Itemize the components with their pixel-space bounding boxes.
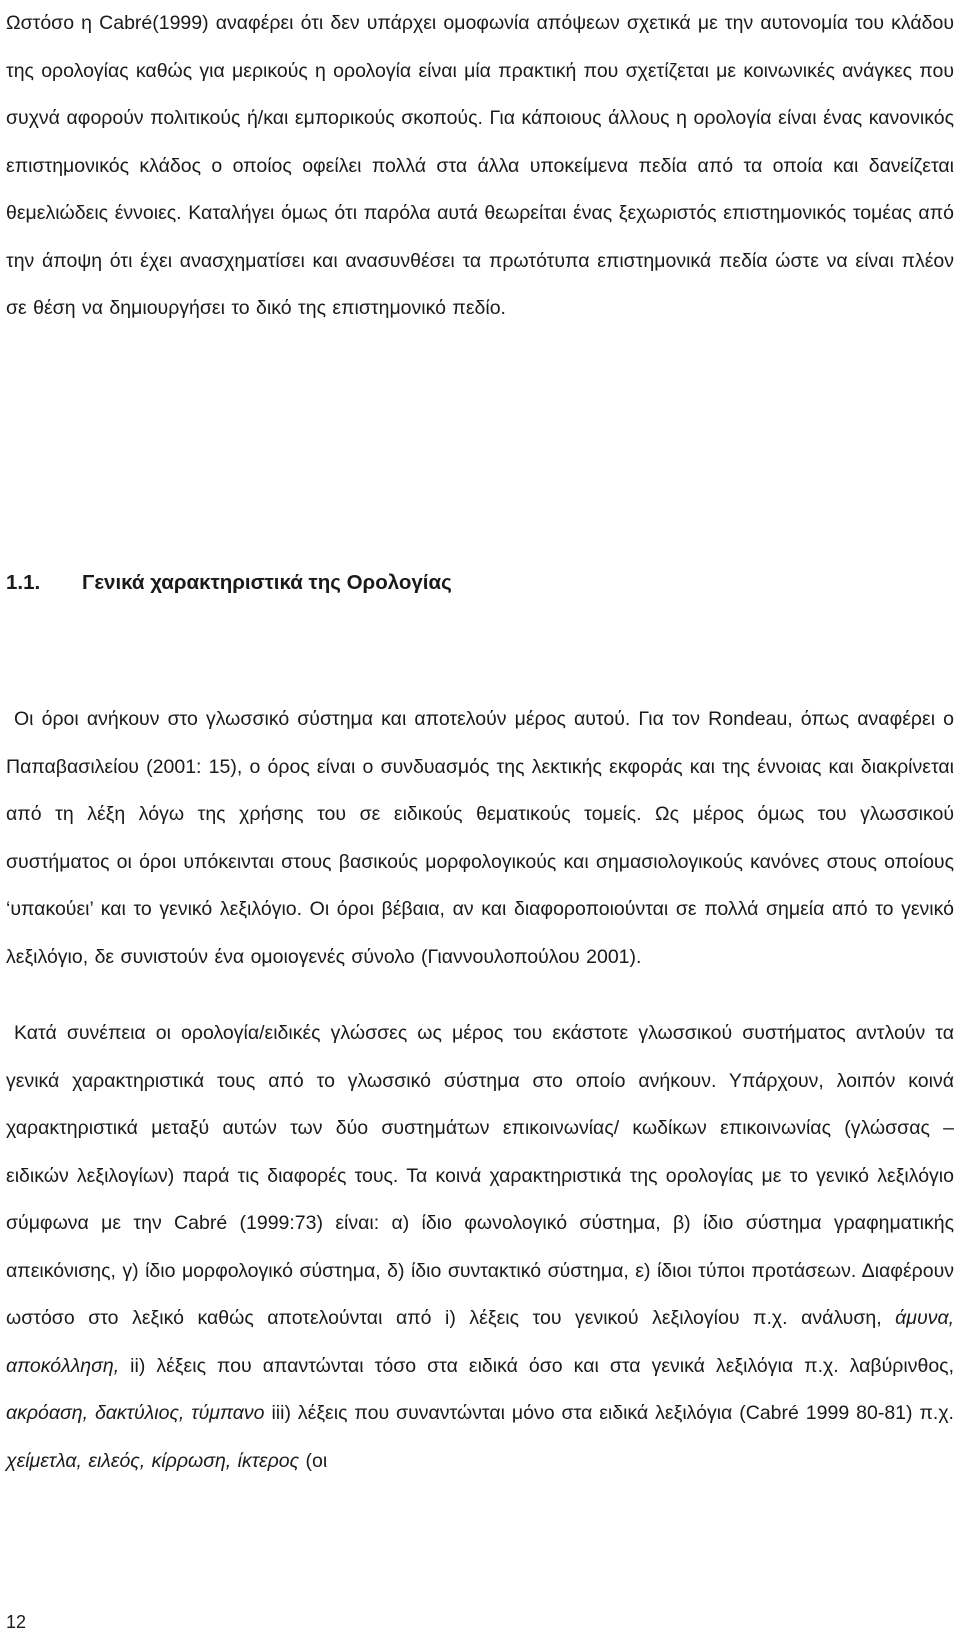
section-title: Γενικά χαρακτηριστικά της Ορολογίας <box>82 571 452 594</box>
paragraph-text-part-4: (οι <box>299 1449 328 1472</box>
paragraph-terms <box>6 696 954 981</box>
paragraph-italic-examples-3: χείμετλα, ειλεός, κίρρωση, ίκτερος <box>6 1449 300 1472</box>
paragraph-autonomy: Ωστόσο η Cabré(1999) αναφέρει ότι δεν υπάρχει ομοφωνία απόψεων σχετικά με την αυτονομία του κλάδου της ορολογίας καθώς για μερικούς η ορολογία είναι μία πρακτική που σχετίζεται με κοινωνικές ανάγκες που συχνά αφορούν πολιτικούς ή/και εμπορικούς σκοπούς. Για κάποιους άλλους η ορολογία είναι ένας κανονικός επιστημονικός κλάδος ο οποίος οφείλει πολλά στα άλλα υποκείμενα πεδία από τα οποία και δανείζεται θεμελιώδεις έννοιες. Καταλήγει όμως ότι παρόλα αυτά θεωρείται ένας ξεχωριστός επιστημονικός τομέας από την άποψη ότι έχει ανασχηματίσει και ανασυνθέσει τα πρωτότυπα επιστημονικά πεδία ώστε να είναι πλέον σε θέση να δημιουργήσει το δικό της επιστημονικό πεδίο. <box>6 12 954 319</box>
paragraph-text-part-1: Κατά συνέπεια οι ορολογία/ειδικές γλώσσες ως μέρος του εκάστοτε γλωσσικού συστήματος αντλούν τα γενικά χαρακτηριστικά τους από το γλωσσικό σύστημα στο οποίο ανήκουν. Υπάρχουν, λοιπόν κοινά χαρακτηριστικά μεταξύ αυτών των δύο συστημάτων επικοινωνίας/ κωδίκων επικοινωνίας (γλώσσας – ειδικών λεξιλογίων) παρά τις διαφορές τους. Τα κοινά χαρακτηριστικά της ορολογίας με το γενικό λεξιλόγιο σύμφωνα με την Cabré (1999:73) είναι: α) ίδιο φωνολογικό σύστημα, β) ίδιο σύστημα γραφηματικής απεικόνισης, γ) ίδιο μορφολογικό σύστημα, δ) ίδιο συντακτικό σύστημα, ε) ίδιοι τύποι προτάσεων. Διαφέρουν ωστόσο στο λεξικό καθώς αποτελούνται από i) λέξεις του γενικού λεξιλογίου π.χ. ανάλυση, <box>6 1022 954 1329</box>
paragraph-terms-text: Οι όροι ανήκουν στο γλωσσικό σύστημα και αποτελούν μέρος αυτού. Για τον Rondeau, όπως αναφέρει ο Παπαβασιλείου (2001: 15), ο όρος είναι ο συνδυασμός της λεκτικής εκφοράς και της έννοιας και διακρίνεται από τη λέξη λόγω της χρήσης του σε ειδικούς θεματικούς τομείς. Ως μέρος όμως του γλωσσικού συστήματος οι όροι υπόκεινται στους βασικούς μορφολογικούς και σημασιολογικούς κανόνες στους οποίους ‘υπακούει’ και το γενικό λεξιλόγιο. Οι όροι βέβαια, αν και διαφοροποιούνται σε πολλά σημεία από το γενικό λεξιλόγιο, δε συνιστούν ένα ομοιογενές σύνολο (Γιαννουλοπούλου 2001). <box>6 708 954 968</box>
paragraph-text-part-3: iii) λέξεις που συναντώνται μόνο στα ειδικά λεξιλόγια (Cabré 1999 80-81) π.χ. <box>264 1402 954 1424</box>
paragraph-italic-examples-2: ακρόαση, δακτύλιος, τύμπανο <box>6 1402 265 1424</box>
page-number: 12 <box>6 1612 27 1632</box>
paragraph-italic-examples-1: άμυνα, αποκόλληση, <box>6 1307 954 1377</box>
paragraph-common-features <box>6 1010 954 1485</box>
section-number: 1.1. <box>6 571 41 594</box>
section-heading <box>6 568 452 598</box>
paragraph-text-part-2: ii) λέξεις που απαντώνται τόσο στα ειδικά όσο και στα γενικά λεξιλόγια π.χ. λαβύρινθος, <box>119 1354 954 1377</box>
